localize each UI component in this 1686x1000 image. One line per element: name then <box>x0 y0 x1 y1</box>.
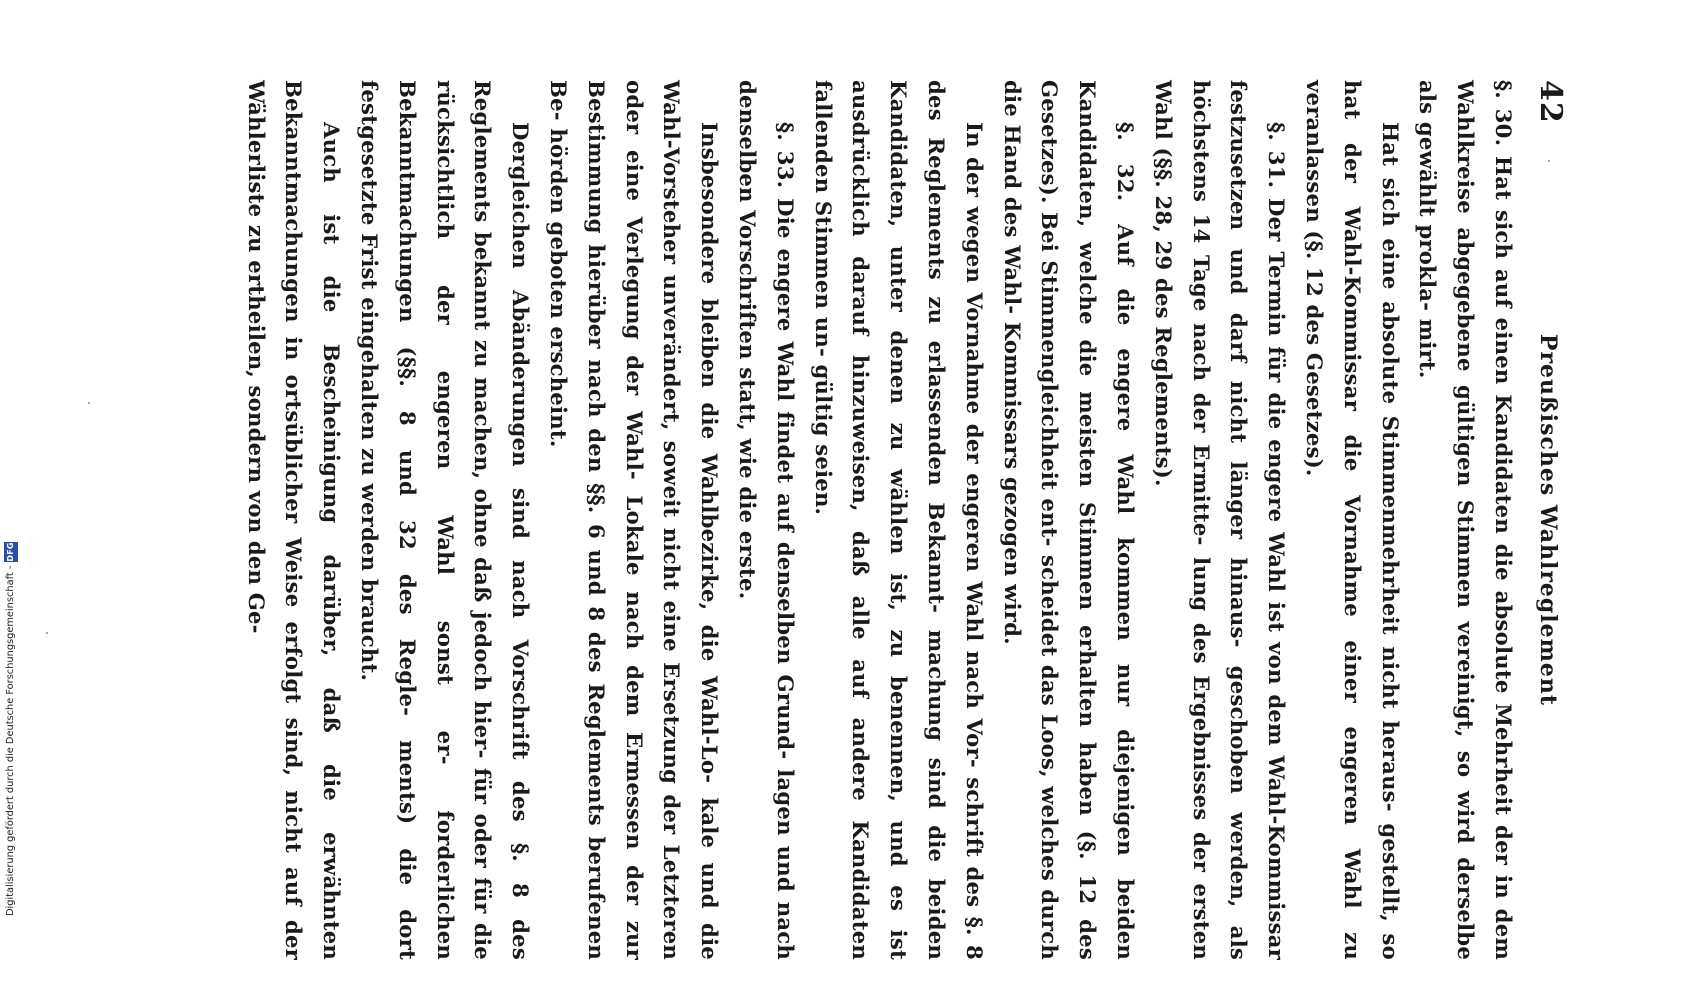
paragraph-31: §. 31. Der Termin für die engere Wahl ist von dem Wahl-Kommissar festzusetzen und darf nicht länger hinaus- geschoben werden, als höchstens 14 Tage nach der Ermitte- lung des Ergebnisses der ersten Wahl (§§. 28, 29 des Reglements). <box>1150 80 1290 960</box>
dfg-logo: DFG <box>4 542 18 561</box>
scanned-page <box>188 80 1568 960</box>
paragraph-30-continued: Hat sich eine absolute Stimmenmehrheit nicht heraus- gestellt, so hat der Wahl-Kommissar die Vornahme einer engeren Wahl zu veranlassen (§. 12 des Gesetzes). <box>1302 80 1403 960</box>
scan-speck <box>88 402 90 404</box>
paragraph-30: §. 30. Hat sich auf einen Kandidaten die absolute Mehrheit der in dem Wahlkreise abgegebene gültigen Stimmen vereinigt, so wird derselbe als gewählt prokla- mirt. <box>1415 80 1516 960</box>
scan-speck <box>46 632 48 634</box>
paragraph-32-continued: In der wegen Vornahme der engeren Wahl nach Vor- schrift des §. 8 des Reglements zu erlassenden Bekannt- machung sind die beiden Kandidaten, unter denen zu wählen ist, zu benennen, und es ist ausdrücklich darauf hinzuweisen, daß alle auf andere Kandidaten fallenden Stimmen un- gültig seien. <box>810 80 987 960</box>
credit-text: Digitalisierung gefördert durch die Deutsche Forschungsgemeinschaft - <box>5 565 16 916</box>
page-body <box>237 80 1522 960</box>
credit-line <box>3 542 19 916</box>
paragraph-33: §. 33. Die engere Wahl findet auf denselben Grund- lagen und nach denselben Vorschriften statt, wie die erste. <box>735 80 798 960</box>
paragraph-32: §. 32. Auf die engere Wahl kommen nur diejenigen beiden Kandidaten, welche die meisten Stimmen erhalten haben (§. 12 des Gesetzes). Bei Stimmengleichheit ent- scheidet das Loos, welches durch die Hand des Wahl- Kommissars gezogen wird. <box>999 80 1139 960</box>
paragraph-33-continued: Insbesondere bleiben die Wahlbezirke, die Wahl-Lo- kale und die Wahl-Vorsteher unverändert, soweit nicht eine Ersetzung der Letzteren oder eine Verlegung der Wahl- Lokale nach dem Ermessen der zur Bestimmung hierüber nach den §§. 6 und 8 des Reglements berufenen Be- hörden geboten erscheint. <box>546 80 723 960</box>
running-head <box>1522 80 1568 960</box>
paragraph-33-amendments: Dergleichen Abänderungen sind nach Vorschrift des §. 8 des Reglements bekannt zu machen, ohne daß jedoch hier- für oder für die rücksichtlich der engeren Wahl sonst er- forderlichen Bekanntmachungen (§§. 8 und 32 des Regle- ments) die dort festgesetzte Frist eingehalten zu werden braucht. <box>357 80 534 960</box>
page-number: 42 <box>1533 80 1568 124</box>
paragraph-33-certification: Auch ist die Bescheinigung darüber, daß die erwähnten Bekanntmachungen in ortsüblicher Weise erfolgt sind, nicht auf der Wählerliste zu ertheilen, sondern von den Ge- <box>243 80 345 960</box>
running-title: Preußisches Wahlreglement <box>1535 333 1561 707</box>
digitization-credit <box>0 0 22 1000</box>
